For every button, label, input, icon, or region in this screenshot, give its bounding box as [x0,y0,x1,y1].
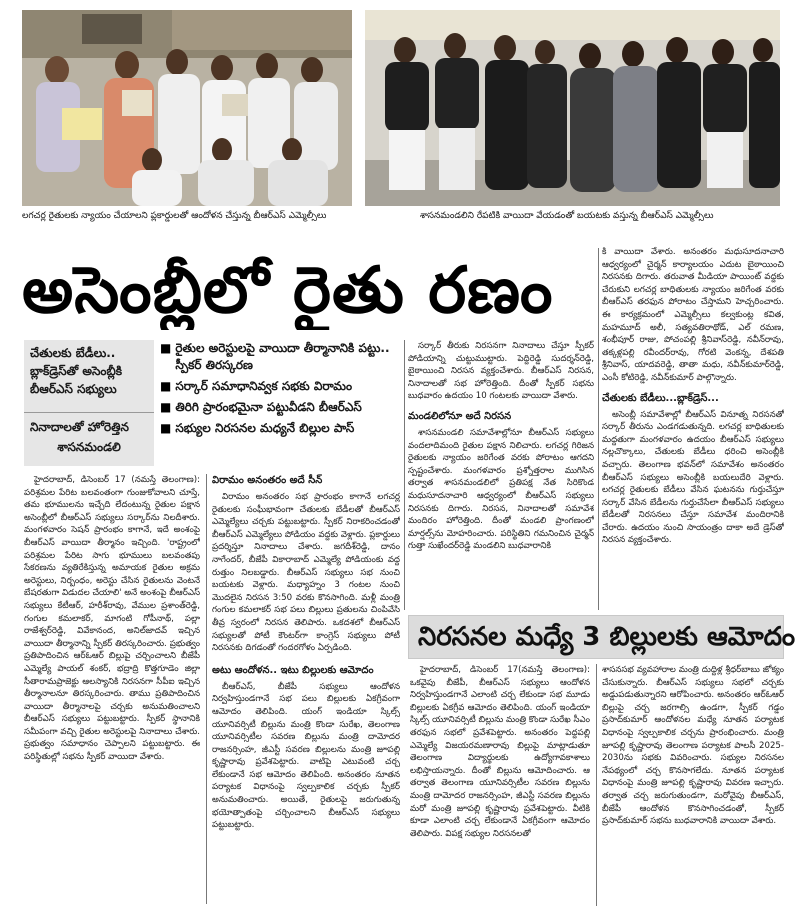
bullet-icon: ■ [160,400,172,414]
article-column-4 [602,246,784,608]
bills-column-b [602,664,784,906]
bullet-text: రైతుల అరెస్టులపై వాయిదా తీర్మానానికి పట్టు.. స్పీకర్ తిరస్కరణ [175,341,390,372]
deck-line: చేతులకు బేడీలు.. [30,346,116,360]
bills-column-a [410,664,590,906]
photo-mlcs-walking-image [365,10,780,206]
article-paragraph: సర్కార్ తీరుకు నిరసనగా నినాదాలు చేస్తూ స్పీకర్ పోడియాన్ని చుట్టుముట్టారు. పెద్దిరెడ్డి సుదర్శన్‌రెడ్డి, బైఠాయించి నిరసన వ్యక్తంచేశారు. బీఆర్‌ఎస్ నిరసన, నినాదాలతో సభ హోరెత్తింది. దీంతో స్పీకర్ సభను బుధవారం ఉదయం 10 గంటలకు వాయిదా వేశారు. [408,341,594,402]
bills-box-title: నిరసనల మధ్యే 3 బిల్లులకు ఆమోదం [418,622,796,652]
subheading-handcuffs: చేతులకు బేడీలు...బ్లాక్‌డ్రెస్‌... [602,392,719,404]
article-paragraph: అసెంబ్లీ సమావేశాల్లో బీఆర్‌ఎస్ వినూత్న నిరసనతో సర్కార్ తీరును ఎండగడుతున్నది. లగచర్ల బాధితులకు మద్దతుగా మంగళవారం ఉదయం బీఆర్‌ఎస్ సభ్యులు నల్లచొక్కాలు, చేతులకు బేడీలు ధరించి అసెంబ్లీకి వచ్చారు. తెలంగాణ భవన్‌లో సమావేశం అనంతరం బీఆర్‌ఎస్ సభ్యులు అసెంబ్లీకి బయలుదేరి వెళ్లారు. లగచర్ల రైతులకు బేడీలు వేసిన ఘటనను గుర్తుచేస్తూ సర్కార్ వేసిన బేడీలను గుర్తుచేసేలా బీఆర్‌ఎస్ సభ్యులు బేడీలతో నిరసనలు చేస్తూ సమావేశ మందిరానికి చేరారు. ఉదయం నుంచి సాయంత్రం దాకా అదే డ్రెస్‌తో నిరసన వ్యక్తంచేశారు. [602,409,784,546]
photo-protest-placards [22,10,352,206]
bullet-item [160,420,400,437]
photo-mlcs-walking [365,10,780,206]
column-divider [598,248,599,610]
bullet-text: సభ్యుల నిరసనల మధ్యనే బిల్లుల పాస్ [175,421,355,435]
article-paragraph: కి వాయిదా వేశారు. అనంతరం మధుసూదనాచారి ఆధ్వర్యంలో చైర్మన్ కార్యాలయం ఎదుట బైఠాయించి నిరసనకు దిగారు. తరువాత మీడియా పాయింట్ వద్దకు చేరుకుని లగచర్ల బాధితులకు న్యాయం జరిగేంత వరకు బీఆర్‌ఎస్ తరఫున పోరాటం చేస్తామని హెచ్చరించారు. ఈ కార్యక్రమంలో ఎమ్మెల్సీలు కల్వకుంట్ల కవిత, మహమూద్ అలీ, సత్యవతిరాథోడ్, ఎల్ రమణ, శంభీపూర్ రాజు, పోచంపల్లి శ్రీనివాస్‌రెడ్డి, నవీన్‌రావు, తక్కళ్లపల్లి రవీందర్‌రావు, గోరటి వెంకన్న, దేశపతి శ్రీనివాస్, యాదవరెడ్డి, తాతా మధు, నవీన్‌కుమార్‌రెడ్డి, ఎంసీ కోటిరెడ్డి, నవీన్‌కుమార్ పాల్గొన్నారు. [602,247,784,383]
deck-line: బీఆర్‌ఎస్ సభ్యులు [30,382,117,396]
column-divider [206,474,207,904]
article-paragraph: హైదరాబాద్, డిసెంబర్ 17 (నమస్తే తెలంగాణ): పరిశ్రమల పేరిట బలవంతంగా గుంజుకోవాలని చూస్తే, తమ భూములను ఇచ్చేది లేదంటున్న రైతుల పక్షాన అసెంబ్లీలో బీఆర్‌ఎస్ సభ్యులు సర్కార్‌ను నిలదీశారు. మంగళవారం సెషన్ ప్రారంభం కాగానే, ఇదే అంశంపై బీఆర్‌ఎస్ వాయిదా తీర్మానం ఇచ్చింది. 'రాష్ట్రంలో పరిశ్రమల పేరిట సాగు భూములు బలవంతపు సేకరణను వ్యతిరేకిస్తున్న అమాయక రైతుల అక్రమ అరెస్టులు, నిర్బంధం, అరెస్టు చేసిన రైతులను వెంటనే బేషరతుగా విడుదల చేయాలి' అనే అంశంపై బీఆర్‌ఎస్ సభ్యులు కేటీఆర్, హరీశ్‌రావు, వేముల ప్రశాంత్‌రెడ్డి, గంగుల కమలాకర్, మాగంటి గోపీనాథ్, పల్లా రాజేశ్వర్‌రెడ్డి, వివేకానంద, అనిల్‌జాదవ్ ఇచ్చిన వాయిదా తీర్మానాన్ని స్పీకర్ తిరస్కరించారు. ప్రభుత్వం ప్రతిపాదించిన ఆర్‌ఓఆర్ బిల్లుపై చర్చించాలని బీజేపీ ఎమ్మెల్యే పాయల్ శంకర్, భద్రాద్రి కొత్తగూడెం జిల్లా సీతారామప్రాజెక్టు ఆలస్యానికి నిరసనగా సీపీఐ ఇచ్చిన తీర్మానాలనూ తిరస్కరించారు. తాము ప్రతిపాదించిన వాయిదా తీర్మానాలపై చర్చకు అనుమతించాలని బీఆర్‌ఎస్ సభ్యులు పట్టుబట్టారు. స్పీకర్ స్థానానికి సమీపంగా వచ్చి రైతుల అరెస్టులపై నినాదాలు చేశారు. ప్రభుత్వం సమాధానం చెప్పాలని పట్టుబట్టారు. ఈ పరిస్థితుల్లో సభను స్పీకర్ వాయిదా వేశారు. [24,475,200,763]
bullet-item [160,399,400,416]
bullet-icon: ■ [160,341,172,355]
bullet-text: తిరిగి ప్రారంభమైనా పట్టువీడని బీఆర్‌ఎస్ [175,400,362,414]
article-paragraph: శాసనసభ వ్యవహారాల మంత్రి దుద్దిళ్ల శ్రీధర్‌బాబు జోక్యం చేసుకున్నారు. బీఆర్‌ఎస్ సభ్యులు సభలో చర్చకు అడ్డుపడుతున్నారని ఆరోపించారు. అనంతరం ఆర్‌ఓఆర్ బిల్లుపై చర్చ జరగాల్సి ఉండగా, స్పీకర్ గడ్డం ప్రసాద్‌కుమార్ ఆందోళనల మధ్యే నూతన పర్యాటక విధానంపై స్వల్పకాలిక చర్చను ప్రారంభించారు. మంత్రి జూపల్లి కృష్ణారావు తెలంగాణ పర్యాటక పాలసీ 2025-2030ను సభకు వివరించారు. సభ్యుల నిరసనల నేపథ్యంలో చర్చ కొనసాగలేదు. నూతన పర్యాటక విధానంపై మంత్రి జూపల్లి కృష్ణారావు వివరణ ఇచ్చారు. తర్వాత చర్చ జరుగుతుండగా, మరోవైపు బీఆర్‌ఎస్, బీజేపీ ఆందోళన కొనసాగించడంతో, స్పీకర్ ప్రసాద్‌కుమార్ సభను బుధవారానికి వాయిదా వేశారు. [602,665,784,827]
bullet-list [160,340,400,441]
column-divider [596,664,597,906]
deck-council [24,412,154,466]
deck-line: బ్లాక్‌డ్రెస్‌తో అసెంబ్లీకి [30,364,123,378]
deck-line: నినాదాలతో హోరెత్తిన [30,420,129,434]
headline: అసెంబ్లీలో రైతు రణం [22,254,554,328]
photo-caption-right: శాసనమండలిని రేపటికి వాయిదా వేయడంతో బయటకు వస్తున్న బీఆర్‌ఎస్ ఎమ్మెల్సీలు [420,211,714,221]
bullet-item [160,340,400,374]
article-paragraph: హైదరాబాద్, డిసెంబర్ 17(నమస్తే తెలంగాణ): ఒకవైపు బీజేపీ, బీఆర్‌ఎస్ సభ్యులు ఆందోళన నిర్వహిస్తుండగానే ఎలాంటి చర్చ లేకుండా సభ మూడు బిల్లులకు ఏకగ్రీవ ఆమోదం తెలిపింది. యంగ్ ఇండియా స్కిల్స్ యూనివర్సిటీ బిల్లును మంత్రి కొండా సురేఖ సీఎం తరఫున సభలో ప్రవేశపెట్టారు. అనంతరం పెద్దపల్లి ఎమ్మెల్యే విజయరమణారావు బిల్లుపై మాట్లాడుతూ తెలంగాణ విద్యార్థులకు ఉద్యోగావకాశాలు లభిస్తాయన్నారు. దీంతో బిల్లును ఆమోదించారు. ఆ తర్వాత తెలంగాణ యూనివర్సిటీల సవరణ బిల్లును మంత్రి దామోదర రాజనర్సింహ, జీఎస్టీ సవరణ బిల్లును మరో మంత్రి జూపల్లి కృష్ణారావు ప్రవేశపెట్టారు. వీటికి కూడా ఎలాంటి చర్చ లేకుండానే ఏకగ్రీవంగా ఆమోదం తెలిపారు. విపక్ష సభ్యుల నిరసనలతో [410,665,590,839]
column-divider [404,340,405,610]
article-column-1 [24,474,200,906]
article-column-3 [408,340,594,608]
subheading-break: విరామం అనంతరం అదే సీన్ [212,475,323,486]
bullet-item [160,378,400,395]
article-paragraph: విరామం అనంతరం సభ ప్రారంభం కాగానే లగచర్ల రైతులకు సంఘీభావంగా చేతులకు బేడీలతో బీఆర్‌ఎస్ ఎమ్మెల్యేలు చర్చకు పట్టుబట్టారు. స్పీకర్ నిరాకరించడంతో బీఆర్‌ఎస్ ఎమ్మెల్యేలు పోడియం వద్దకు వెళ్లారు. ప్లకార్డులు ప్రదర్శిస్తూ నినాదాలు చేశారు. జగదీశ్‌రెడ్డి, దానం నాగేందర్, బీజేపీ వికారాబాద్ ఎమ్మెల్యే పోడియంకు వద్ద రుత్తుం నిలబడ్డారు. బీఆర్‌ఎస్ సభ్యులు సభ నుంచి బయటకు వెళ్లారు. మధ్యాహ్నం 3 గంటల నుంచి మొదలైన నిరసన 3:50 వరకు కొనసాగింది. మళ్లీ మంత్రి గంగుల కమలాకర్ సభ పలు బిల్లులు ప్రతులను చింపివేసి తీవ్ర స్వరంలో నిరసన తెలిపారు. ఒకదశలో బీఆర్‌ఎస్ సభ్యులతో పోటీ కౌంటర్‌గా కాంగ్రెస్ సభ్యులు పోటీ నిరసనకు దిగడంతో గందరగోళం ఏర్పడింది. [212,492,400,654]
subheading-council: మండలిలోనూ అదే నిరసన [408,410,512,422]
deck-line: శాసనమండలి [57,440,121,454]
article-column-2 [212,470,400,906]
article-paragraph: శాసనమండలి సమావేశాల్లోనూ బీఆర్‌ఎస్ సభ్యులు వందలాదిమంది రైతుల పక్షాన నిలిచారు. లగచర్ల గిరిజన రైతులకు న్యాయం జరిగేంత వరకు పోరాటం ఆగదని స్పష్టంచేశారు. మంగళవారం ప్రశ్నోత్తరాల ముగిసిన తర్వాత శాసనమండలిలో ప్రతిపక్ష నేత సిరికొండ మధుసూదనాచారి ఆధ్వర్యంలో బీఆర్‌ఎస్ సభ్యులు నిరసనకు దిగారు. నిరసన, నినాదాలతో సమావేశ మందిరం హోరెత్తింది. దీంతో మండలి ప్రాంగణంలో మార్షల్స్‌ను మోహరించారు. పరిస్థితిని గమనించిన చైర్మన్ గుత్తా సుఖేందర్‌రెడ్డి మండలిని బుధవారానికి [408,427,594,552]
bullet-icon: ■ [160,421,172,435]
photo-protest-placards-image [22,10,352,206]
subheading-bills: అటు ఆందోళన.. ఇటు బిల్లులకు ఆమోదం [212,664,374,676]
bullet-text: సర్కార్ సమాధానివ్వక సభకు విరామం [175,379,353,393]
article-paragraph: బీఆర్‌ఎస్, బీజేపీ సభ్యులు ఆందోళన నిర్వహిస్తుండగానే సభ పలు బిల్లులకు ఏకగ్రీవంగా ఆమోదం తెలిపింది. యంగ్ ఇండియా స్కిల్స్ యూనివర్సిటీ బిల్లును మంత్రి కొండా సురేఖ, తెలంగాణ యూనివర్సిటీల సవరణ బిల్లును మంత్రి దామోదర రాజనర్సింహ, జీఎస్టీ సవరణ బిల్లులను మంత్రి జూపల్లి కృష్ణారావు ప్రవేశపెట్టారు. వాటిపై ఎటువంటి చర్చ లేకుండానే సభ ఆమోదం తెలిపింది. అనంతరం నూతన పర్యాటక విధానంపై స్వల్పకాలిక చర్చకు స్పీకర్ అనుమతించారు. అయితే, రైతులపై జరుగుతున్న భయోత్పాతంపై చర్చించాలని బీఆర్‌ఎస్ సభ్యులు పట్టుబట్టారు. [212,681,400,831]
photo-caption-left: లగచర్ల రైతులకు న్యాయం చేయాలని ప్లకార్డులతో ఆందోళన చేస్తున్న బీఆర్‌ఎస్ ఎమ్మెల్సీలు [22,211,327,221]
bullet-icon: ■ [160,379,172,393]
